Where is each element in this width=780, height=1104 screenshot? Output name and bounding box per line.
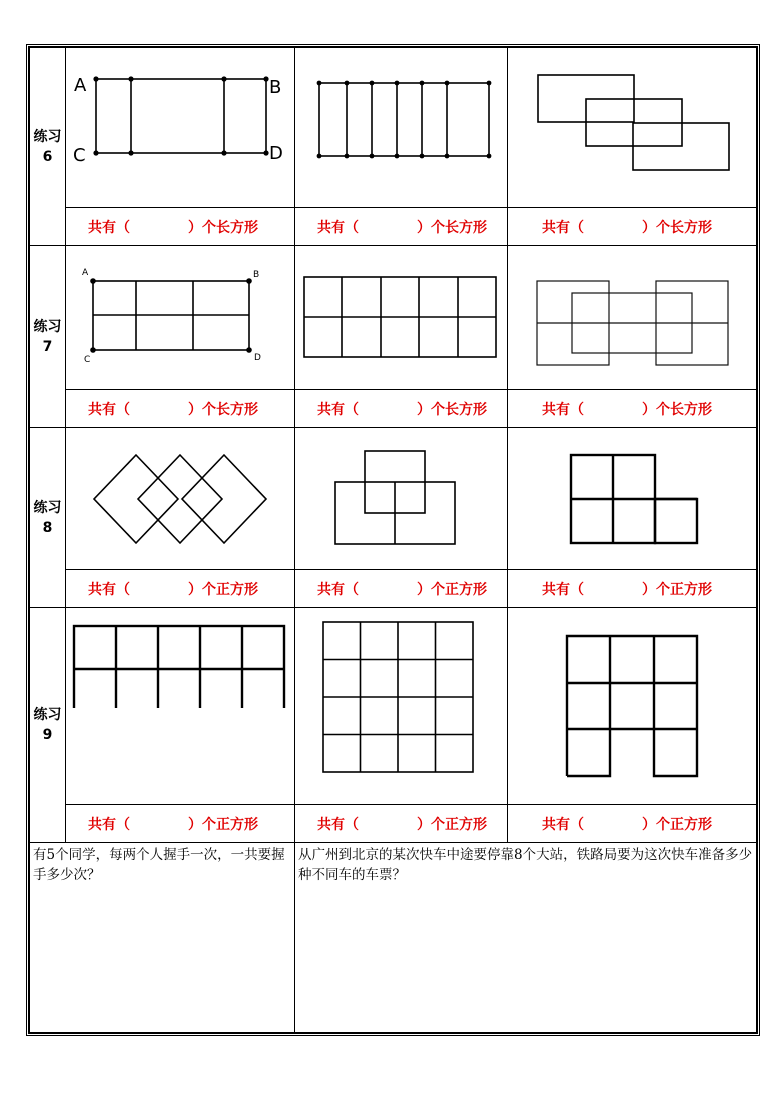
- rect-dots-figure: [66, 49, 295, 207]
- question-handshake: 有5个同学，每两个人握手一次，一共要握手多少次？: [30, 843, 295, 1033]
- worksheet: [26, 44, 760, 1036]
- answer-9-1: 共有（ ）个正方形: [66, 805, 295, 843]
- svg-text:B: B: [253, 269, 260, 280]
- question-train-tickets: 从广州到北京的某次快车中途要停靠8个大站，铁路局要为这次快车准备多少种不同车的车票？: [295, 843, 757, 1033]
- svg-text:C: C: [84, 354, 91, 365]
- figure-8-3: [508, 428, 757, 570]
- figure-7-2: [295, 246, 508, 390]
- figure-9-1: [66, 608, 295, 805]
- square-grid-shape-figure: [508, 429, 758, 569]
- answer-9-3: 共有（ ）个正方形: [508, 805, 757, 843]
- figure-9-3: [508, 608, 757, 805]
- figure-8-2: [295, 428, 508, 570]
- answer-9-2: 共有（ ）个正方形: [295, 805, 508, 843]
- overlap-grid-figure: [508, 247, 758, 389]
- exercise-label-6: [30, 48, 66, 246]
- figure-9-2: [295, 608, 508, 805]
- worksheet-table: [29, 47, 757, 1033]
- figure-6-2: [295, 48, 508, 208]
- vertex-label-d: D: [269, 142, 283, 164]
- answer-8-2: 共有（ ）个正方形: [295, 570, 508, 608]
- figure-7-3: [508, 246, 757, 390]
- exercise-label-8: 练习 8: [30, 428, 66, 608]
- vertex-label-a: A: [74, 74, 87, 96]
- vertex-label-c: C: [73, 144, 86, 166]
- answer-8-3: 共有（ ）个正方形: [508, 570, 757, 608]
- diamonds-figure: [66, 429, 295, 569]
- answer-6-2: 共有（ ）个长方形: [295, 208, 508, 246]
- svg-text:A: A: [82, 267, 89, 278]
- grid-rect-figure: [66, 247, 295, 389]
- figure-8-1: [66, 428, 295, 570]
- exercise-label-text: 练习: [33, 128, 62, 145]
- overlap-rects-figure: [508, 49, 758, 207]
- grid-5x2-squares-figure: [66, 608, 295, 708]
- strip-rect-figure: [295, 49, 508, 207]
- figure-6-1: [66, 48, 295, 208]
- vertex-label-b: B: [269, 76, 282, 98]
- answer-7-2: 共有（ ）个长方形: [295, 390, 508, 428]
- exercise-label-7: 练习 7: [30, 246, 66, 428]
- stacked-squares-figure: [295, 429, 508, 569]
- svg-text:D: D: [254, 352, 261, 363]
- arch-squares-figure: [508, 608, 758, 804]
- answer-6-1: 共有（ ）个长方形: [66, 208, 295, 246]
- exercise-label-number: 6: [42, 148, 53, 165]
- figure-7-1: [66, 246, 295, 390]
- exercise-label-9: 练习 9: [30, 608, 66, 843]
- answer-6-3: 共有（ ）个长方形: [508, 208, 757, 246]
- answer-7-3: 共有（ ）个长方形: [508, 390, 757, 428]
- grid-4x4-figure: [295, 608, 508, 804]
- grid-5x2-figure: [295, 247, 508, 389]
- figure-6-3: [508, 48, 757, 208]
- answer-8-1: 共有（ ）个正方形: [66, 570, 295, 608]
- answer-7-1: 共有（ ）个长方形: [66, 390, 295, 428]
